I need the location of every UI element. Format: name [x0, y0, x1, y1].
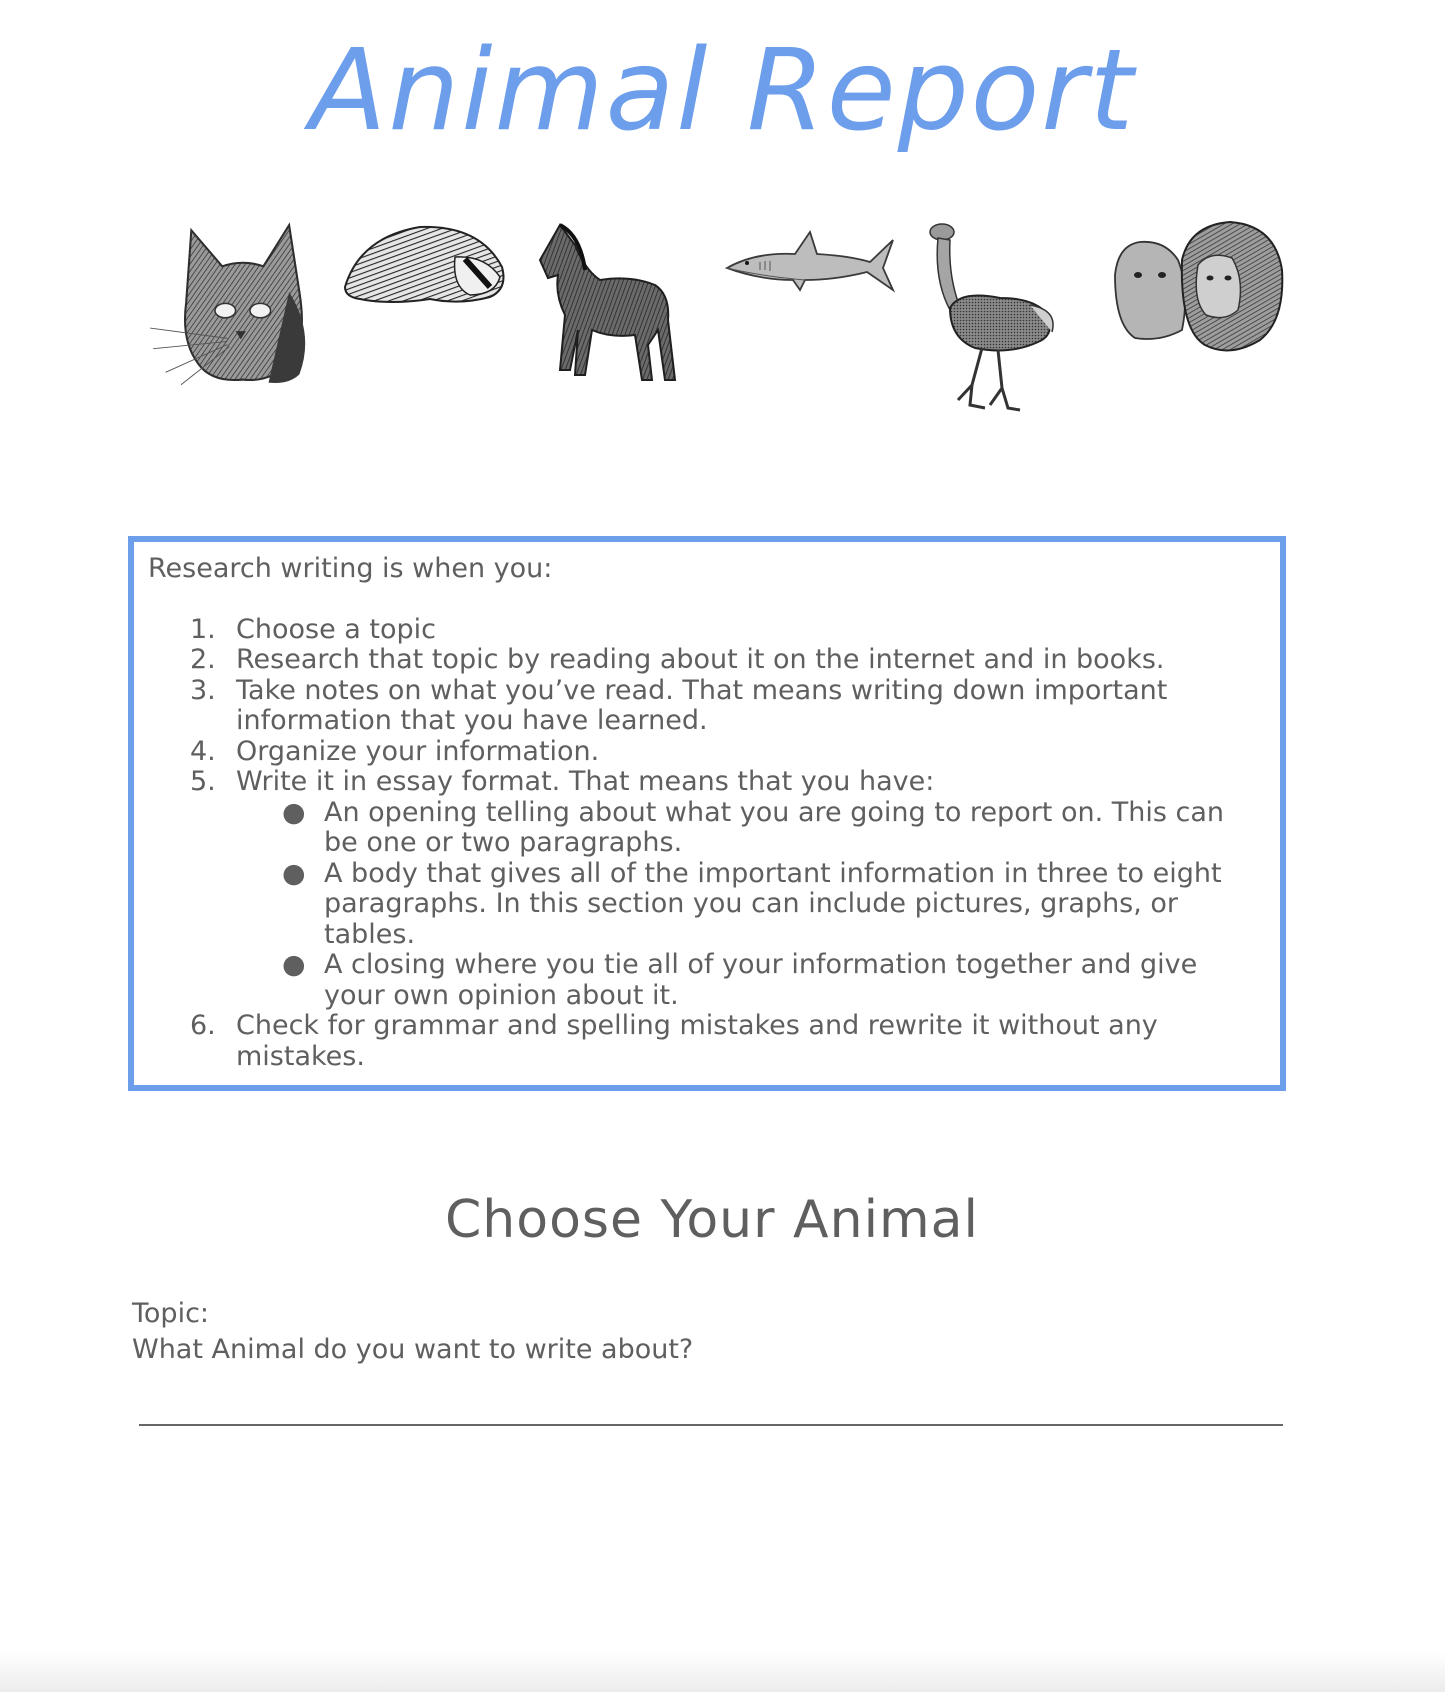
step-text: Research that topic by reading about it on the internet and in books.: [236, 644, 1165, 675]
list-item: [236, 950, 1266, 1011]
topic-label: Topic:: [132, 1298, 210, 1329]
research-writing-box: [128, 536, 1286, 1091]
bullet-icon: ●: [282, 949, 306, 980]
step-number: 4.: [190, 735, 216, 767]
topic-question: What Animal do you want to write about?: [132, 1334, 694, 1365]
answer-line[interactable]: [139, 1424, 1283, 1426]
section-title: Choose Your Animal: [445, 1190, 979, 1250]
animal-illustration-strip: [0, 205, 1445, 425]
bullet-icon: ●: [282, 796, 306, 828]
list-item: [148, 767, 1266, 1011]
research-steps-list: [148, 615, 1266, 1073]
step-text: Write it in essay format. That means that you have:: [236, 766, 935, 797]
ostrich-illustration-icon: [920, 220, 1060, 415]
list-item: [148, 615, 1266, 646]
step-number: 1.: [190, 613, 216, 645]
step-number: 5.: [190, 766, 216, 797]
list-item: [148, 676, 1266, 737]
list-item: [148, 737, 1266, 768]
list-item: [148, 1011, 1266, 1072]
research-intro: Research writing is when you:: [148, 553, 553, 584]
essay-parts-list: [236, 798, 1266, 1012]
horse-illustration-icon: [530, 220, 680, 385]
step-text: Take notes on what you’ve read. That means writing down important information that you have learned.: [236, 674, 1168, 736]
essay-part-text: A closing where you tie all of your information together and give your own opinion about it.: [324, 949, 1198, 1011]
cat-illustration-icon: [145, 220, 320, 395]
step-number: 2.: [190, 644, 216, 675]
list-item: [236, 859, 1266, 951]
step-text: Choose a topic: [236, 613, 436, 645]
badger-illustration-icon: [340, 217, 510, 312]
step-number: 6.: [190, 1010, 216, 1041]
shark-illustration-icon: [725, 230, 895, 295]
bullet-icon: ●: [282, 857, 306, 889]
step-text: Organize your information.: [236, 735, 600, 767]
step-text: Check for grammar and spelling mistakes and rewrite it without any mistakes.: [236, 1010, 1158, 1072]
step-number: 3.: [190, 674, 216, 706]
page-title: Animal Report: [309, 26, 1136, 156]
list-item: [148, 645, 1266, 676]
list-item: [236, 798, 1266, 859]
page-bottom-shadow: [0, 1652, 1445, 1692]
essay-part-text: A body that gives all of the important information in three to eight paragraphs. In this section you can include pictures, graphs, or tables.: [324, 857, 1222, 950]
lions-illustration-icon: [1110, 220, 1285, 360]
essay-part-text: An opening telling about what you are going to report on. This can be one or two paragraphs.: [324, 796, 1225, 858]
